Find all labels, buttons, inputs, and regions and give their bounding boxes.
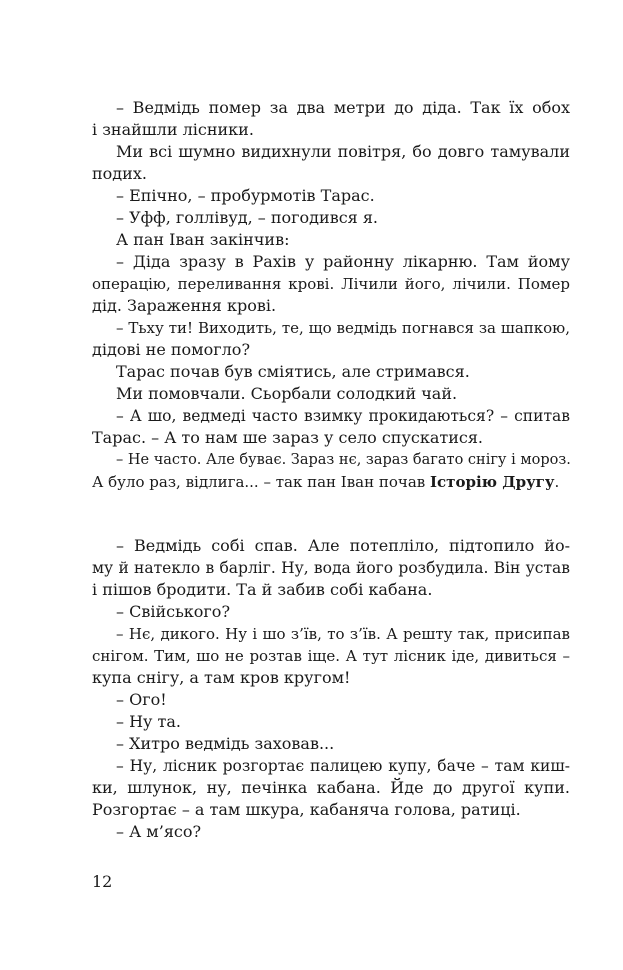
text-line-content: – Хитро ведмідь заховав... <box>116 734 335 753</box>
text-line-content: – Ого! <box>116 690 167 709</box>
text-line-content: – А м’ясо? <box>116 822 202 841</box>
text-line-content: – Епічно, – пробурмотів Тарас. <box>116 186 375 205</box>
text-line <box>116 207 570 229</box>
text-line-content: Тарас почав був сміятись, але стримався. <box>116 362 470 381</box>
text-line <box>116 185 570 207</box>
text-line-content: дід. Зараження крові. <box>92 296 277 315</box>
text-line <box>116 755 570 777</box>
story-title-reference: Історію Другу <box>430 473 555 491</box>
text-line-content: – Ну та. <box>116 712 182 731</box>
text-line <box>92 295 570 317</box>
text-line-content: і знайшли лісники. <box>92 120 254 139</box>
text-line <box>116 733 570 755</box>
text-line <box>92 339 570 361</box>
text-line-content: – А шо, ведмеді часто взимку прокидаються? – спитав <box>116 407 570 425</box>
text-line <box>92 427 570 449</box>
text-line <box>92 163 570 185</box>
text-line <box>116 623 570 645</box>
text-line-content: – Нє, дикого. Ну і шо з’їв, то з’їв. А решту так, присипав <box>116 625 570 643</box>
text-line <box>92 557 570 579</box>
text-line <box>92 579 570 601</box>
text-line-content: снігом. Тим, шо не розтав іще. А тут лісник іде, дивиться – <box>92 647 570 665</box>
text-line-content: му й натекло в барліг. Ну, вода його розбудила. Він устав <box>92 559 570 577</box>
text-line <box>92 119 570 141</box>
text-line <box>116 229 570 251</box>
text-line <box>92 471 570 493</box>
text-line-content: операцію, переливання крові. Лічили його, лічили. Помер <box>92 275 570 293</box>
text-line-content: А пан Іван закінчив: <box>116 230 290 249</box>
text-line <box>116 141 570 163</box>
text-line-content: ки, шлунок, ну, печінка кабана. Йде до другої купи. <box>92 778 570 797</box>
text-line-content: Ми всі шумно видихнули повітря, бо довго тамували <box>116 142 570 161</box>
text-line-content: – Ну, лісник розгортає палицею купу, баче – там киш- <box>116 757 570 775</box>
text-line-content: Ми помовчали. Сьорбали солодкий чай. <box>116 384 458 403</box>
page-number: 12 <box>92 872 113 891</box>
text-line <box>116 251 570 273</box>
text-line-content: купа снігу, а там кров кругом! <box>92 668 351 687</box>
text-line-content: – Не часто. Але буває. Зараз нє, зараз багато снігу і мороз. <box>116 452 571 468</box>
text-line-content: Тарас. – А то нам ше зараз у село спускатися. <box>92 428 484 447</box>
text-line <box>116 317 570 339</box>
text-line <box>92 667 570 689</box>
text-line-content: – Уфф, голлівуд, – погодився я. <box>116 208 379 227</box>
text-line-content: і пішов бродити. Та й забив собі кабана. <box>92 580 433 599</box>
text-line-content: – Діда зразу в Рахів у районну лікарню. Там йому <box>116 252 570 271</box>
text-line-content: подих. <box>92 164 147 183</box>
text-line <box>116 535 570 557</box>
text-line <box>116 449 570 471</box>
text-line <box>116 97 570 119</box>
text-line-content: – Ведмідь помер за два метри до діда. Так їх обох <box>116 98 570 117</box>
text-line-content: – Свійського? <box>116 602 231 621</box>
text-line <box>116 689 570 711</box>
text-line <box>116 601 570 623</box>
text-line <box>92 645 570 667</box>
text-line <box>116 383 570 405</box>
text-line <box>92 273 570 295</box>
text-line-content: – Тьху ти! Виходить, те, що ведмідь погнався за шапкою, <box>116 319 570 337</box>
text-line-content: – Ведмідь собі спав. Але потепліло, підтопило йо- <box>116 536 570 555</box>
text-line <box>92 777 570 799</box>
text-line-tail: . <box>554 473 560 491</box>
text-line <box>116 361 570 383</box>
text-line-content: дідові не помогло? <box>92 340 251 359</box>
text-line <box>116 821 570 843</box>
text-line-content: Розгортає – а там шкура, кабаняча голова, ратиці. <box>92 800 521 819</box>
text-line-content: А було раз, відлига... – так пан Іван почав <box>92 473 430 491</box>
text-line <box>116 711 570 733</box>
text-line <box>92 799 570 821</box>
text-line <box>116 405 570 427</box>
